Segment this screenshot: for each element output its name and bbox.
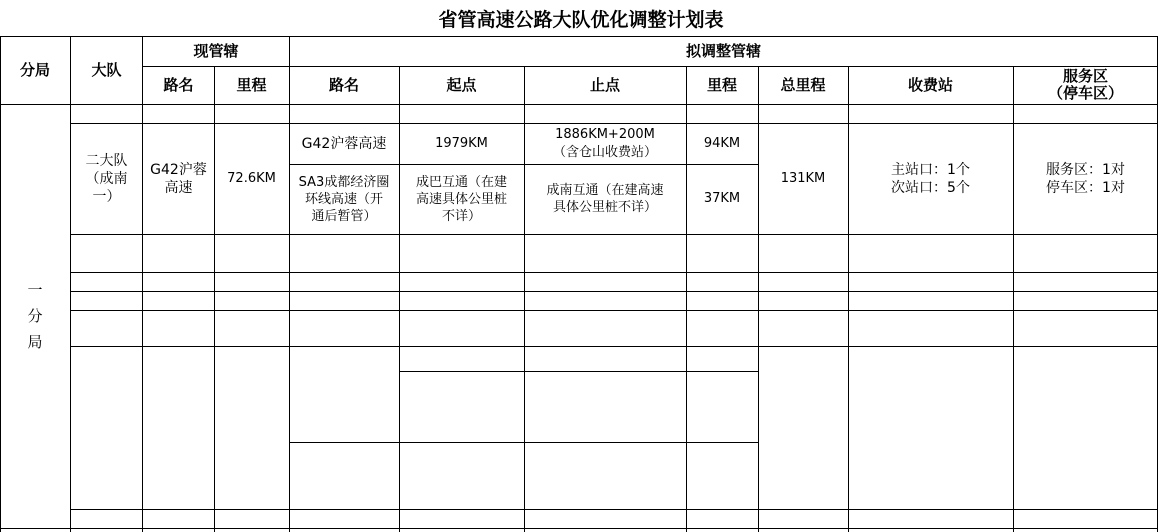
header-planned: 拟调整管辖 <box>685 42 761 60</box>
road-2-start: 成巴互通（在建 高速具体公里桩 不详） <box>415 174 507 224</box>
road-2-end: 成南互通（在建高速 具体公里桩不详） <box>546 183 664 215</box>
current-mileage: 72.6KM <box>227 170 276 186</box>
total-mileage: 131KM <box>780 170 826 186</box>
road-1-end: 1886KM+200M （含仓山收费站） <box>552 126 657 160</box>
toll-station: 主站口：1个 次站口：5个 <box>891 161 970 196</box>
branch-name: 一 分 局 <box>27 281 43 351</box>
page-title: 省管高速公路大队优化调整计划表 <box>438 8 724 31</box>
header-end: 止点 <box>589 76 620 94</box>
road-1-name: G42沪蓉高速 <box>301 135 387 152</box>
header-service-area: 服务区 （停车区） <box>1047 67 1123 102</box>
header-planned-road: 路名 <box>328 76 359 94</box>
header-current-road: 路名 <box>163 76 194 94</box>
header-current-mileage: 里程 <box>236 76 267 94</box>
header-brigade: 大队 <box>91 61 122 79</box>
service-area: 服务区：1对 停车区：1对 <box>1046 161 1125 196</box>
current-road: G42沪蓉 高速 <box>150 161 207 196</box>
header-current: 现管辖 <box>193 42 239 60</box>
header-toll-station: 收费站 <box>907 76 953 94</box>
header-start: 起点 <box>446 76 477 94</box>
road-2-mileage: 37KM <box>703 191 741 206</box>
road-2-name: SA3成都经济圈 环线高速（开 通后暂管） <box>298 174 390 224</box>
road-1-mileage: 94KM <box>703 135 741 151</box>
header-branch: 分局 <box>19 61 50 79</box>
header-total-mileage: 总里程 <box>780 76 826 94</box>
header-mileage: 里程 <box>706 76 737 94</box>
road-1-start: 1979KM <box>435 135 488 151</box>
brigade-name: 二大队 （成南 一） <box>85 152 128 205</box>
